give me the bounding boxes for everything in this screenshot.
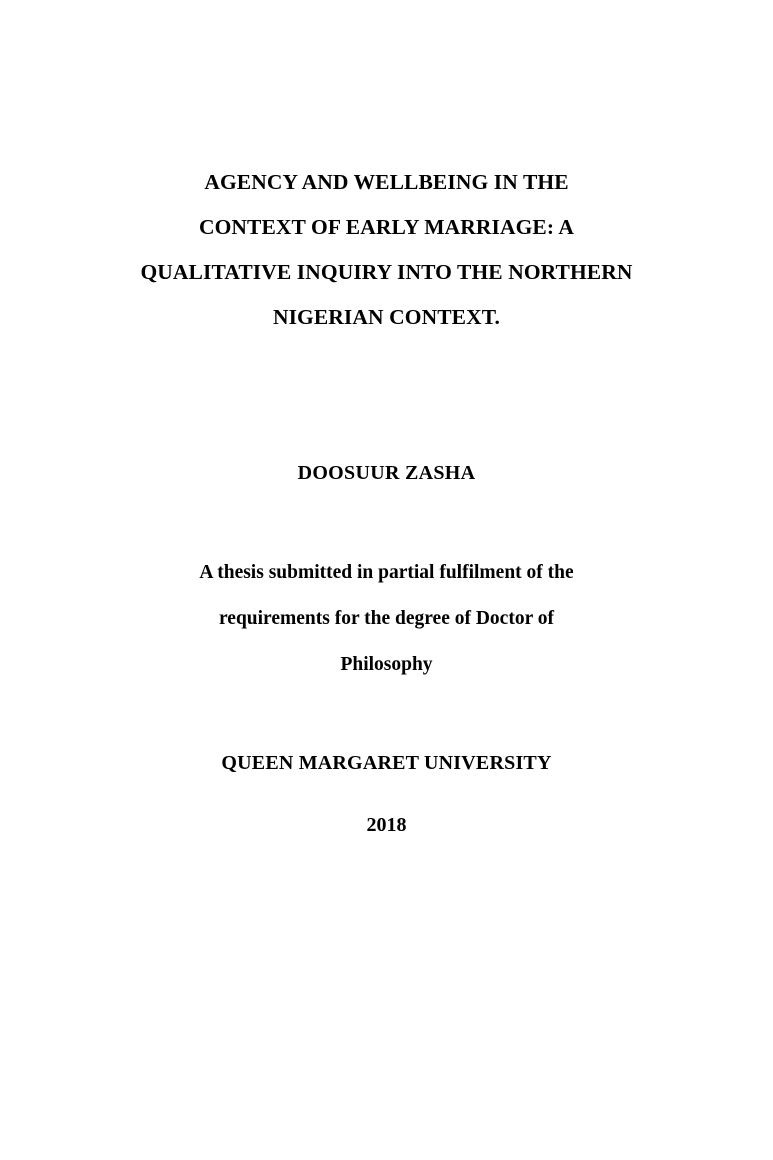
statement-line-1: A thesis submitted in partial fulfilment of the bbox=[199, 562, 574, 583]
degree-statement bbox=[48, 550, 725, 688]
institution-name: QUEEN MARGARET UNIVERSITY bbox=[221, 752, 552, 774]
title-line-4: NIGERIAN CONTEXT. bbox=[272, 305, 501, 329]
title-line-3: QUALITATIVE INQUIRY INTO THE NORTHERN bbox=[140, 260, 633, 284]
title-line-2: CONTEXT OF EARLY MARRIAGE: A bbox=[198, 215, 575, 239]
institution-block bbox=[48, 748, 725, 840]
thesis-title bbox=[48, 160, 725, 340]
author-name: DOOSUUR ZASHA bbox=[297, 462, 476, 484]
statement-line-3: Philosophy bbox=[340, 654, 433, 675]
publication-year: 2018 bbox=[366, 814, 407, 836]
title-line-1: AGENCY AND WELLBEING IN THE bbox=[204, 170, 569, 194]
author-block bbox=[48, 458, 725, 488]
statement-line-2: requirements for the degree of Doctor of bbox=[218, 608, 555, 629]
title-page bbox=[0, 160, 773, 1160]
